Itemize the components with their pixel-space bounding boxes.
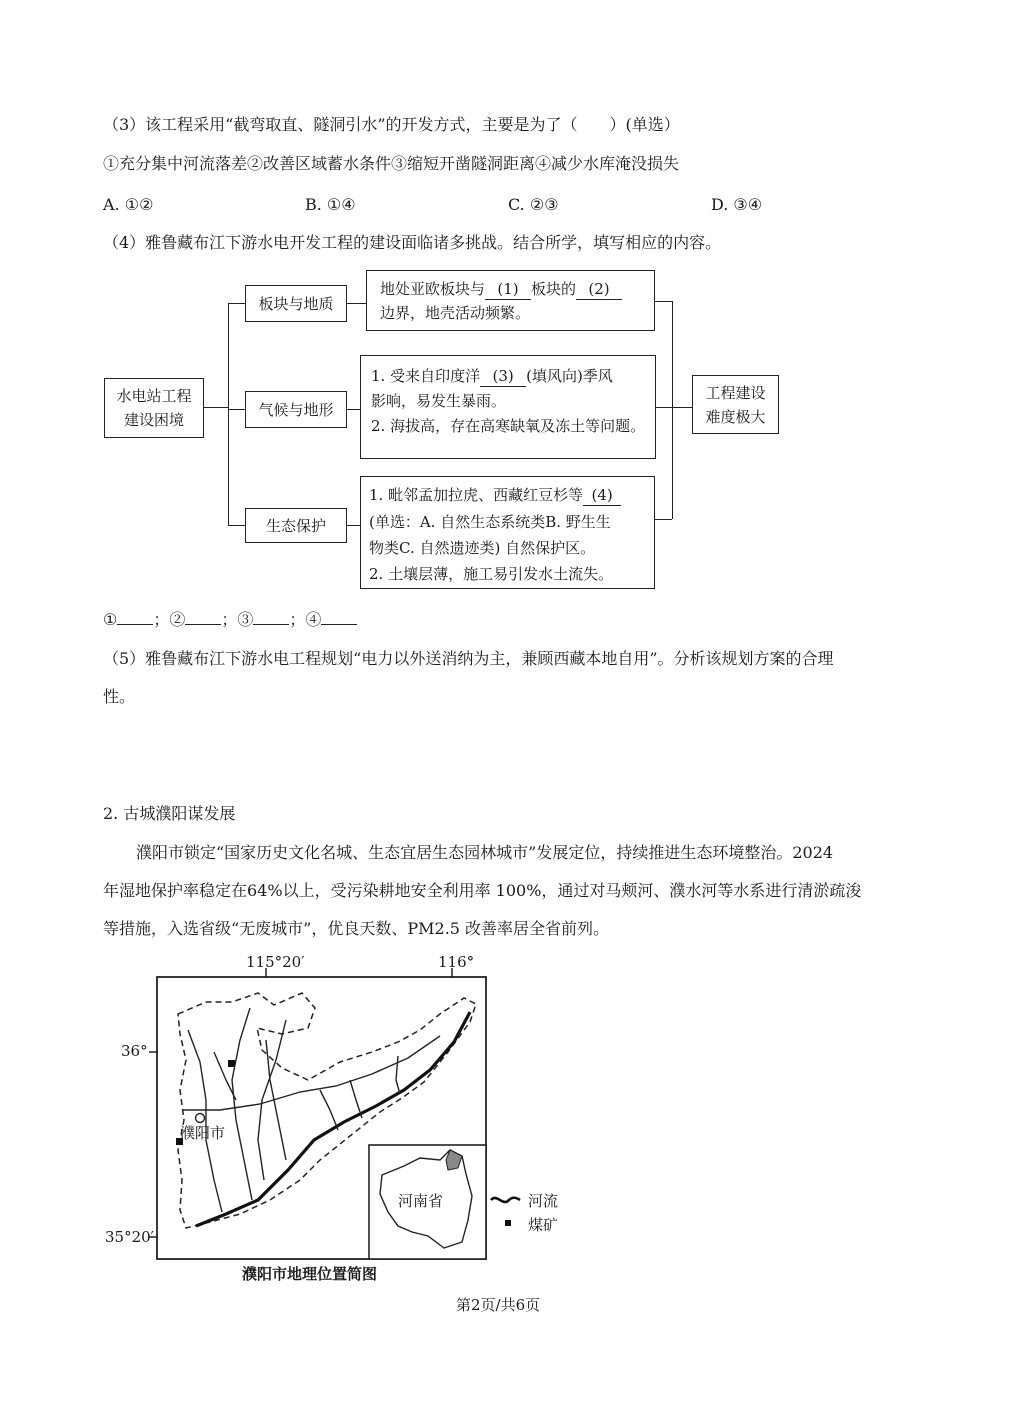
map-caption: 濮阳市地理位置简图 [242,1265,378,1283]
page-footer: 第2页/共6页 [456,1296,541,1314]
map-city-label: 濮阳市 [180,1124,226,1142]
climate-line-2: 影响，易发生暴雨。 [371,392,507,410]
blank-2: (2) [576,279,622,300]
q3-option-d: D. ③④ [711,195,763,214]
section-2-para-line-2: 年湿地保护率稳定在64%以上，受污染耕地安全利用率 100%，通过对马颊河、濮水河等水系进行清淤疏浚 [103,881,862,900]
answer-blanks: ① ；② ；③ ；④ [103,609,357,631]
legend-coal-label: 煤矿 [528,1216,559,1234]
map-lon-right: 116° [438,953,475,971]
q3-option-c: C. ②③ [508,195,559,214]
q5-line-2: 性。 [103,687,136,706]
category-ecology-label: 生态保护 [265,517,326,535]
blank-3: (3) [480,366,526,387]
section-2-para-line-1: 濮阳市锁定“国家历史文化名城、生态宜居生态园林城市”发展定位，持续推进生态环境整治。2024 [136,843,834,862]
blank-1: (1) [485,279,531,300]
q3-stem: （3）该工程采用“截弯取直、隧洞引水”的开发方式，主要是为了（ ）(单选） [103,115,680,134]
map-lat-top: 36° [121,1042,148,1060]
climate-line-3: 2. 海拔高，存在高寒缺氧及冻土等问题。 [371,417,646,435]
root-label: 水电站工程 建设困境 [116,387,192,429]
q3-option-b: B. ①④ [305,195,356,214]
q5-line-1: （5）雅鲁藏布江下游水电工程规划“电力以外送消纳为主，兼顾西藏本地自用”。分析该规划方案的合理 [103,649,834,668]
ecology-line-1: 1. 毗邻孟加拉虎、西藏红豆杉等 (4) [369,485,621,506]
ecology-line-4: 2. 土壤层薄，施工易引发水土流失。 [369,565,614,583]
map-lat-bottom: 35°20′ [105,1228,155,1246]
blank-4: (4) [583,485,621,506]
climate-line-1: 1. 受来自印度洋 (3) (填风向)季风 [371,367,613,385]
category-climate-label: 气候与地形 [258,401,334,419]
geology-line-2: 边界，地壳活动频繁。 [380,304,531,322]
q3-option-a: A. ①② [103,195,154,214]
section-2-title: 2. 古城濮阳谋发展 [103,804,236,823]
category-geology-label: 板块与地质 [258,295,334,313]
result-label: 工程建设 难度极大 [705,383,766,426]
legend-river-label: 河流 [528,1192,559,1210]
ecology-line-3: 物类C. 自然遗迹类) 自然保护区。 [369,539,596,557]
q4-stem: （4）雅鲁藏布江下游水电开发工程的建设面临诸多挑战。结合所学，填写相应的内容。 [103,233,722,252]
map-lon-left: 115°20′ [246,953,305,971]
section-2-para-line-3: 等措施，入选省级“无废城市”，优良天数、PM2.5 改善率居全省前列。 [103,919,610,938]
map-province-label: 河南省 [398,1192,444,1210]
q3-items: ①充分集中河流落差②改善区域蓄水条件③缩短开凿隧洞距离④减少水库淹没损失 [103,154,680,173]
ecology-line-2: (单选：A. 自然生态系统类B. 野生生 [369,513,611,531]
geology-line-1: 地处亚欧板块与 (1) 板块的 (2) [380,279,622,300]
